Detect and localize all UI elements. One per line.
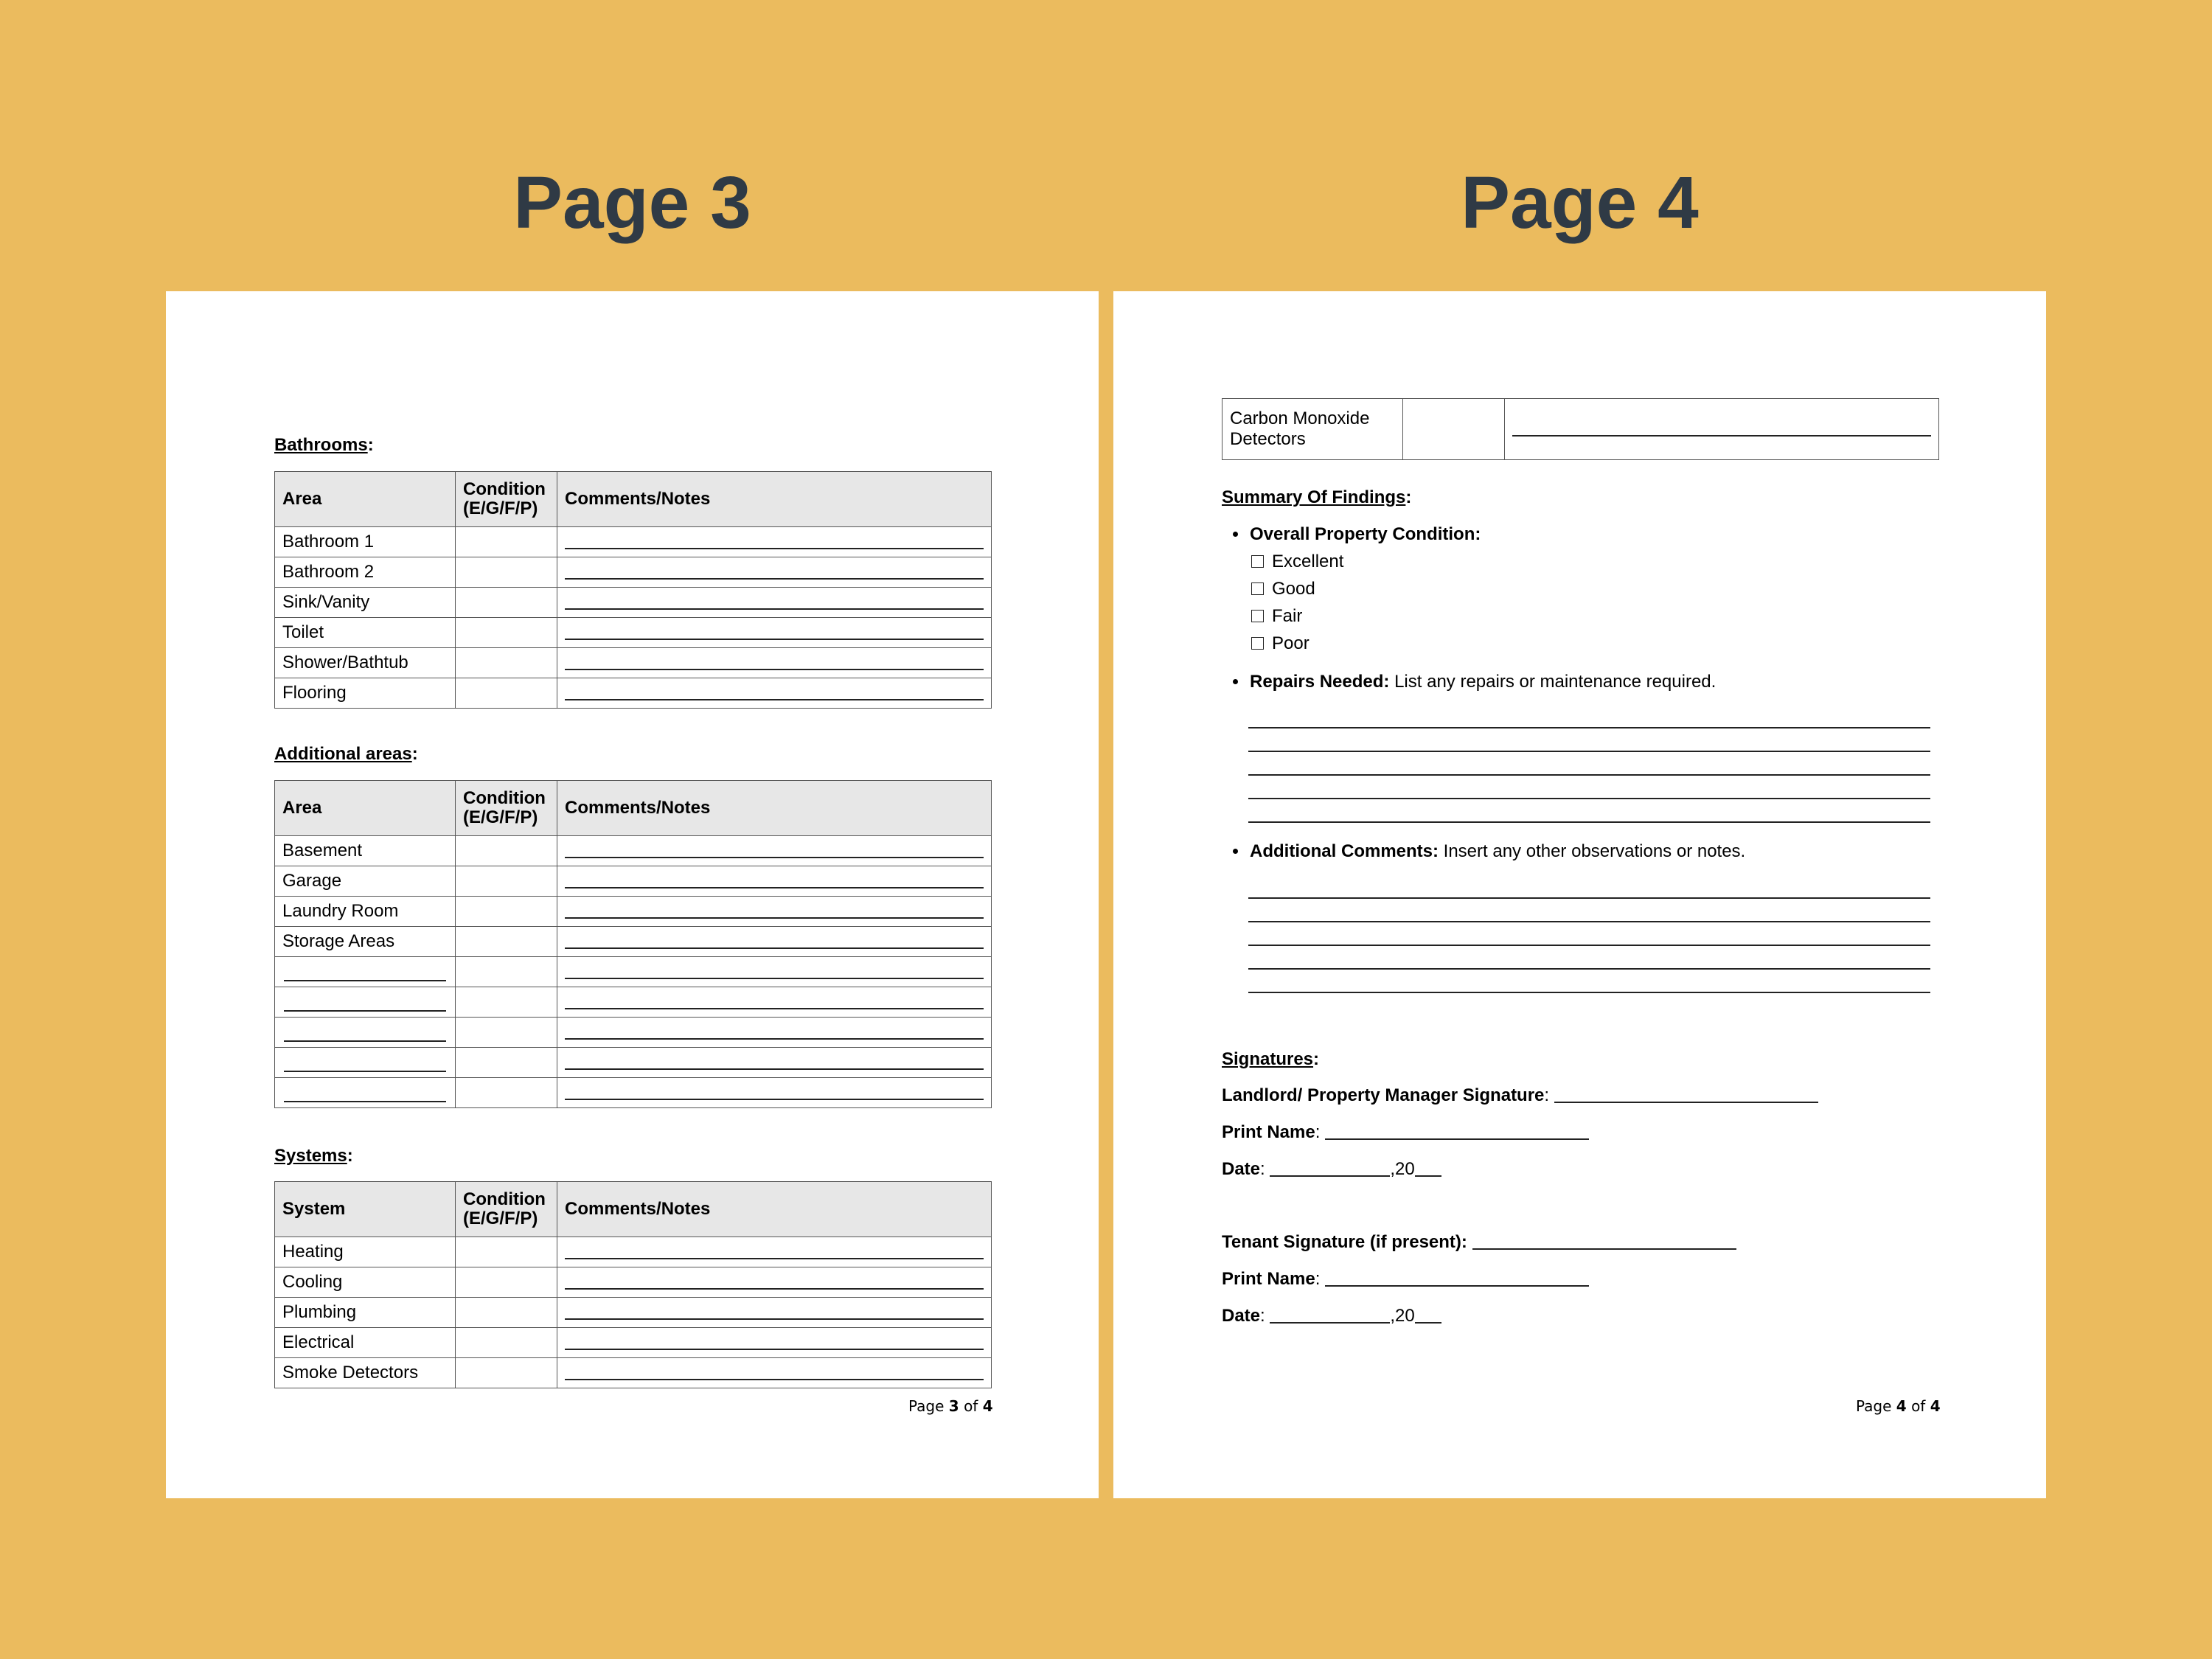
- col-header-comments: Comments/Notes: [557, 472, 992, 527]
- table-row: [275, 618, 992, 648]
- col-header-condition: Condition (E/G/F/P): [456, 1182, 557, 1237]
- area-cell[interactable]: [275, 987, 456, 1018]
- comments-cell[interactable]: [557, 557, 992, 588]
- condition-cell[interactable]: [456, 557, 557, 588]
- area-cell: Toilet: [275, 618, 456, 648]
- landlord-signature-line[interactable]: [1554, 1085, 1818, 1103]
- area-cell[interactable]: [275, 1048, 456, 1078]
- comments-cell[interactable]: [557, 836, 992, 866]
- landlord-signature-row: Landlord/ Property Manager Signature:: [1222, 1085, 1818, 1106]
- overall-condition-list: [1222, 524, 1934, 657]
- page-4-heading: Page 4: [1461, 161, 1699, 244]
- condition-cell[interactable]: [456, 588, 557, 618]
- area-cell[interactable]: [275, 1078, 456, 1108]
- systems-table: [274, 1181, 992, 1388]
- comments-cell[interactable]: [557, 678, 992, 709]
- page-number: Page 3 of 4: [908, 1397, 993, 1415]
- table-row: [275, 1237, 992, 1267]
- area-cell: Smoke Detectors: [275, 1358, 456, 1388]
- signatures-section-title: Signatures:: [1222, 1049, 1320, 1069]
- area-cell: Flooring: [275, 678, 456, 709]
- comments-cell[interactable]: [557, 527, 992, 557]
- table-row: [275, 557, 992, 588]
- comments-cell[interactable]: [557, 1237, 992, 1267]
- condition-cell[interactable]: [456, 836, 557, 866]
- comments-cell[interactable]: [557, 648, 992, 678]
- repairs-list: [1222, 672, 1934, 692]
- condition-cell[interactable]: [456, 648, 557, 678]
- tenant-date-line[interactable]: [1270, 1306, 1390, 1324]
- checkbox-icon[interactable]: [1251, 582, 1264, 595]
- col-header-area: Area: [275, 472, 456, 527]
- comments-cell[interactable]: [1505, 399, 1939, 460]
- comments-cell[interactable]: [557, 1267, 992, 1298]
- area-cell: Cooling: [275, 1267, 456, 1298]
- additional-areas-table: [274, 780, 992, 1108]
- comments-cell[interactable]: [557, 1048, 992, 1078]
- option-good[interactable]: Good: [1250, 575, 1934, 602]
- overall-condition-item: • Overall Property Condition: Excellent Good Fair Poor: [1248, 524, 1934, 657]
- bathrooms-section-title: Bathrooms:: [274, 435, 374, 455]
- table-row: [275, 1328, 992, 1358]
- area-cell: Bathroom 1: [275, 527, 456, 557]
- condition-cell[interactable]: [456, 1298, 557, 1328]
- comments-cell[interactable]: [557, 987, 992, 1018]
- comments-cell[interactable]: [557, 1018, 992, 1048]
- area-cell: Carbon Monoxide Detectors: [1222, 399, 1403, 460]
- area-cell: Plumbing: [275, 1298, 456, 1328]
- comments-item: • Additional Comments: Insert any other observations or notes.: [1248, 841, 1934, 862]
- checkbox-icon[interactable]: [1251, 555, 1264, 568]
- area-cell[interactable]: [275, 1018, 456, 1048]
- table-header-row: [275, 781, 992, 836]
- area-cell: Electrical: [275, 1328, 456, 1358]
- table-row: [275, 648, 992, 678]
- document-page-3: [166, 291, 1099, 1498]
- tenant-signature-row: Tenant Signature (if present):: [1222, 1232, 1736, 1253]
- area-cell: Heating: [275, 1237, 456, 1267]
- condition-cell[interactable]: [456, 897, 557, 927]
- area-cell: Laundry Room: [275, 897, 456, 927]
- col-header-area: Area: [275, 781, 456, 836]
- tenant-print-name-line[interactable]: [1325, 1269, 1589, 1287]
- table-row: [275, 897, 992, 927]
- comments-cell[interactable]: [557, 927, 992, 957]
- table-header-row: [275, 472, 992, 527]
- additional-areas-section-title: Additional areas:: [274, 744, 418, 764]
- comments-list: [1222, 841, 1934, 862]
- checkbox-icon[interactable]: [1251, 637, 1264, 650]
- condition-cell[interactable]: [456, 527, 557, 557]
- landlord-print-name-row: Print Name:: [1222, 1122, 1589, 1143]
- table-row: [1222, 399, 1939, 460]
- comments-cell[interactable]: [557, 866, 992, 897]
- area-cell: Basement: [275, 836, 456, 866]
- summary-section-title: Summary Of Findings:: [1222, 487, 1412, 507]
- comments-cell[interactable]: [557, 1078, 992, 1108]
- table-row: [275, 1018, 992, 1048]
- comments-cell[interactable]: [557, 588, 992, 618]
- comments-cell[interactable]: [557, 897, 992, 927]
- landlord-print-name-line[interactable]: [1325, 1122, 1589, 1140]
- condition-cell[interactable]: [456, 678, 557, 709]
- condition-cell[interactable]: [456, 1358, 557, 1388]
- area-cell: Bathroom 2: [275, 557, 456, 588]
- table-row: [275, 957, 992, 987]
- table-row: [275, 927, 992, 957]
- option-poor[interactable]: Poor: [1250, 630, 1934, 657]
- checkbox-icon[interactable]: [1251, 610, 1264, 622]
- landlord-date-row: Date: ,20: [1222, 1159, 1441, 1180]
- table-row: [275, 527, 992, 557]
- condition-cell[interactable]: [456, 618, 557, 648]
- condition-cell[interactable]: [456, 1328, 557, 1358]
- col-header-system: System: [275, 1182, 456, 1237]
- landlord-date-line[interactable]: [1270, 1159, 1390, 1177]
- col-header-condition: Condition (E/G/F/P): [456, 781, 557, 836]
- comments-cell[interactable]: [557, 1358, 992, 1388]
- landlord-year-line[interactable]: [1415, 1159, 1441, 1177]
- table-row: [275, 1298, 992, 1328]
- document-page-4: [1113, 291, 2046, 1498]
- page-number: Page 4 of 4: [1856, 1397, 1941, 1415]
- col-header-condition: Condition (E/G/F/P): [456, 472, 557, 527]
- comments-cell[interactable]: [557, 957, 992, 987]
- area-cell: Storage Areas: [275, 927, 456, 957]
- tenant-print-name-row: Print Name:: [1222, 1269, 1589, 1290]
- table-row: [275, 1358, 992, 1388]
- condition-cell[interactable]: [456, 1078, 557, 1108]
- option-fair[interactable]: Fair: [1250, 602, 1934, 630]
- condition-cell[interactable]: [456, 866, 557, 897]
- condition-cell[interactable]: [456, 927, 557, 957]
- bathrooms-table: [274, 471, 992, 709]
- tenant-year-line[interactable]: [1415, 1306, 1441, 1324]
- page-3-heading: Page 3: [513, 161, 751, 244]
- condition-cell[interactable]: [456, 1018, 557, 1048]
- table-row: [275, 1267, 992, 1298]
- area-cell: Garage: [275, 866, 456, 897]
- comments-cell[interactable]: [557, 618, 992, 648]
- condition-cell[interactable]: [456, 1237, 557, 1267]
- area-cell: Shower/Bathtub: [275, 648, 456, 678]
- option-excellent[interactable]: Excellent: [1250, 548, 1934, 575]
- table-row: [275, 836, 992, 866]
- table-row: [275, 866, 992, 897]
- condition-cell[interactable]: [456, 1267, 557, 1298]
- table-row: [275, 987, 992, 1018]
- comments-cell[interactable]: [557, 1328, 992, 1358]
- systems-table-continued: [1222, 398, 1939, 460]
- table-row: [275, 678, 992, 709]
- table-row: [275, 1048, 992, 1078]
- table-row: [275, 1078, 992, 1108]
- repairs-item: • Repairs Needed: List any repairs or maintenance required.: [1248, 672, 1934, 692]
- table-header-row: [275, 1182, 992, 1237]
- tenant-date-row: Date: ,20: [1222, 1306, 1441, 1326]
- condition-cell[interactable]: [456, 957, 557, 987]
- systems-section-title: Systems:: [274, 1146, 353, 1166]
- comments-cell[interactable]: [557, 1298, 992, 1328]
- condition-cell[interactable]: [456, 1048, 557, 1078]
- tenant-signature-line[interactable]: [1472, 1232, 1736, 1250]
- col-header-comments: Comments/Notes: [557, 1182, 992, 1237]
- area-cell: Sink/Vanity: [275, 588, 456, 618]
- col-header-comments: Comments/Notes: [557, 781, 992, 836]
- comments-lines[interactable]: [1248, 875, 1930, 993]
- condition-cell[interactable]: [456, 987, 557, 1018]
- table-row: [275, 588, 992, 618]
- condition-cell[interactable]: [1403, 399, 1505, 460]
- repairs-lines[interactable]: [1248, 705, 1930, 823]
- area-cell[interactable]: [275, 957, 456, 987]
